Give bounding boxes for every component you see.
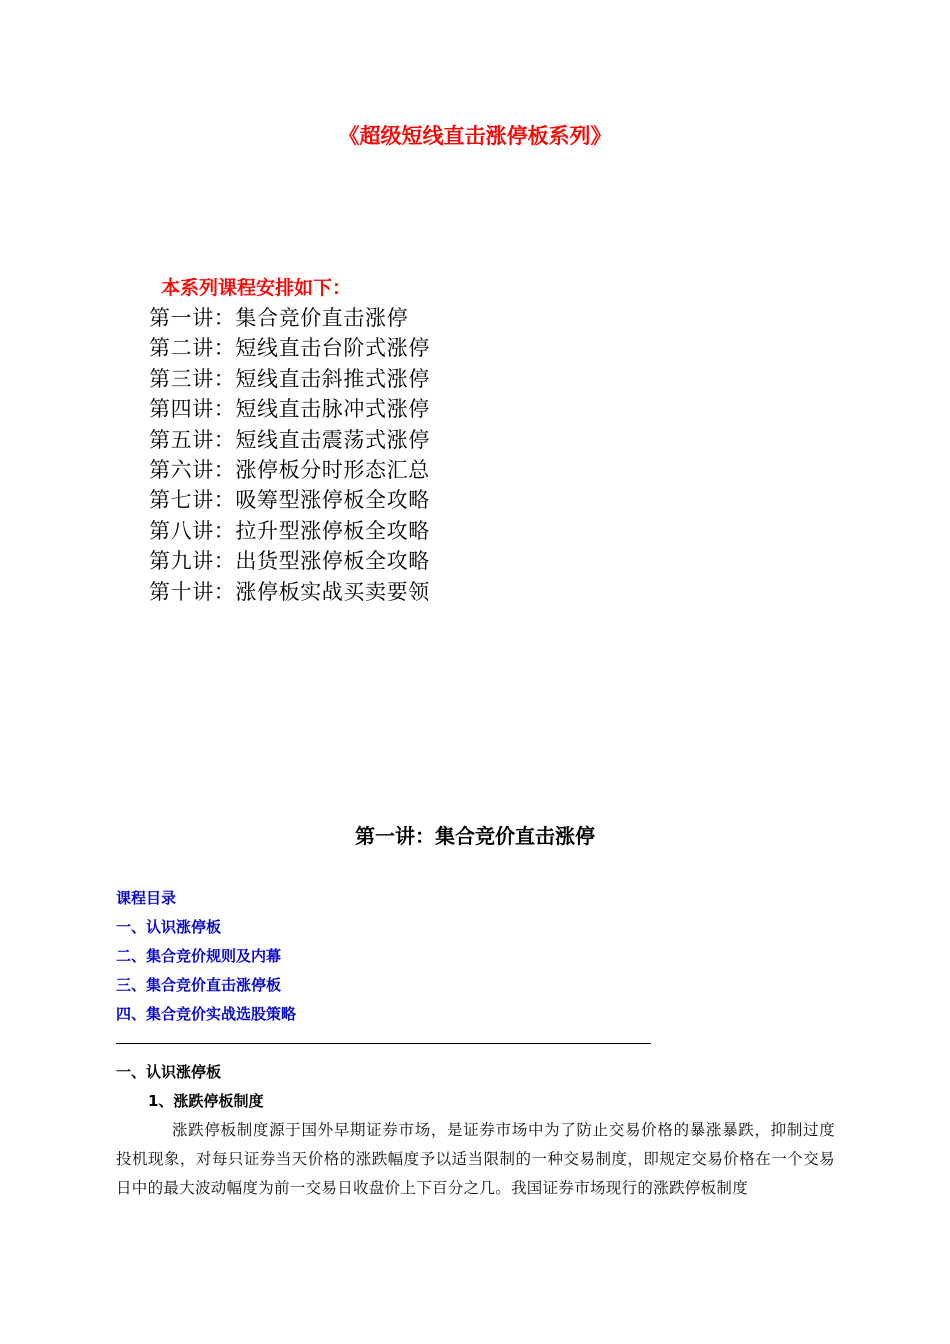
- lecture-item-3: 第三讲：短线直击斜推式涨停: [149, 366, 430, 391]
- lecture-title: 第一讲：集合竞价直击涨停: [355, 824, 595, 848]
- toc-item-1[interactable]: 一、认识涨停板: [116, 918, 222, 936]
- toc-item-4[interactable]: 四、集合竞价实战选股策略: [116, 1005, 297, 1023]
- toc-heading: 课程目录: [116, 889, 177, 907]
- lecture-item-5: 第五讲：短线直击震荡式涨停: [149, 427, 430, 452]
- section-heading: 一、认识涨停板: [116, 1063, 222, 1081]
- subsection-heading: 1、涨跌停板制度: [148, 1092, 264, 1110]
- table-of-contents: [116, 884, 296, 1029]
- lecture-item-4: 第四讲：短线直击脉冲式涨停: [149, 397, 430, 422]
- body-paragraph: 涨跌停板制度源于国外早期证券市场，是证券市场中为了防止交易价格的暴涨暴跌，抑制过度投机现象，对每只证券当天价格的涨跌幅度予以适当限制的一种交易制度，即规定交易价格在一个交易日中的最大波动幅度为前一交易日收盘价上下百分之几。我国证券市场现行的涨跌停板制度: [116, 1121, 835, 1197]
- lecture-list: [149, 303, 430, 607]
- section-divider: [116, 1043, 651, 1044]
- lecture-item-6: 第六讲：涨停板分时形态汇总: [149, 457, 430, 482]
- toc-item-3[interactable]: 三、集合竞价直击涨停板: [116, 976, 282, 994]
- lecture-item-1: 第一讲：集合竞价直击涨停: [149, 306, 409, 330]
- lecture-item-9: 第九讲：出货型涨停板全攻略: [149, 549, 430, 574]
- toc-item-2[interactable]: 二、集合竞价规则及内幕: [116, 947, 282, 965]
- lecture-item-10: 第十讲：涨停板实战买卖要领: [149, 579, 430, 604]
- lecture-item-8: 第八讲：拉升型涨停板全攻略: [149, 518, 430, 543]
- schedule-heading: 本系列课程安排如下：: [161, 277, 352, 299]
- page-title: 《超级短线直击涨停板系列》: [338, 124, 612, 148]
- lecture-item-2: 第二讲：短线直击台阶式涨停: [149, 336, 430, 361]
- lecture-item-7: 第七讲：吸筹型涨停板全攻略: [149, 488, 430, 513]
